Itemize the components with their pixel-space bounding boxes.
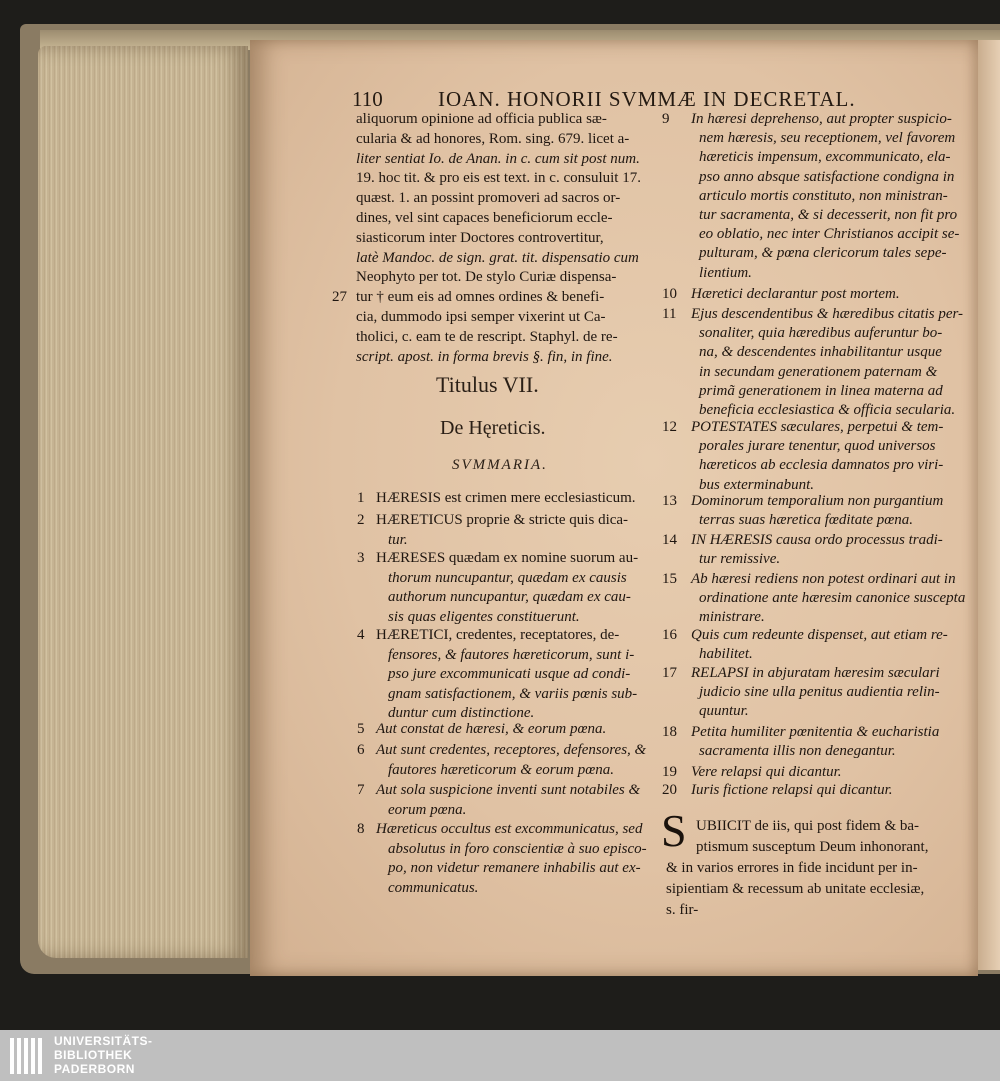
- summary-line: Quis cum redeunte dispenset, aut etiam re-: [691, 627, 948, 643]
- text-line: aliquorum opinione ad officia publica sæ-: [356, 111, 607, 127]
- summary-line: HÆRESES quædam ex nomine suorum au-: [376, 550, 639, 566]
- section-heading: De Hęreticis.: [440, 417, 546, 439]
- text-line: cularia & ad honores, Rom. sing. 679. licet a-: [356, 130, 630, 147]
- summary-line: bus exterminabunt.: [699, 476, 814, 493]
- summary-line: HÆRESIS est crimen mere ecclesiasticum.: [376, 490, 636, 506]
- summary-number: 9: [662, 111, 670, 127]
- summaria-heading: SVMMARIA.: [452, 457, 548, 473]
- library-logo-icon: [8, 1034, 48, 1078]
- summary-line: beneficia ecclesiastica & officia secularia.: [699, 402, 956, 418]
- summary-line: RELAPSI in abjuratam hæresim sæculari: [691, 665, 940, 681]
- summary-line: hæreticis impensum, excommunicato, ela-: [699, 149, 951, 166]
- summary-line: primã generationem in linea materna ad: [699, 382, 943, 399]
- library-name-line1: UNIVERSITÄTS-: [54, 1034, 153, 1048]
- summary-line: sis quas eligentes constituerunt.: [388, 608, 580, 625]
- summary-line: thorum nuncupantur, quædam ex causis: [388, 569, 627, 586]
- text-line: dines, vel sint capaces beneficiorum eccle-: [356, 210, 613, 226]
- text-line: latè Mandoc. de sign. grat. tit. dispensatio cum: [356, 249, 639, 266]
- summary-line: IN HÆRESIS causa ordo processus tradi-: [691, 532, 943, 548]
- text-line: cia, dummodo ipsi semper vixerint ut Ca-: [356, 309, 606, 325]
- summary-line: ordinatione ante hæresim canonice suscepta: [699, 590, 966, 607]
- library-name-line3: PADERBORN: [54, 1062, 135, 1076]
- summary-line: Hæretici declarantur post mortem.: [691, 286, 900, 302]
- summary-line: pso anno absque satisfactione condigna in: [699, 168, 955, 185]
- summary-line: gnam satisfactionem, & variis pœnis sub-: [388, 685, 638, 702]
- titulus-heading: Titulus VII.: [436, 372, 539, 397]
- summary-number: 4: [357, 627, 365, 643]
- summary-number: 5: [357, 721, 365, 737]
- summary-line: in secundam generationem paternam &: [699, 363, 938, 380]
- summary-number: 19: [662, 764, 677, 780]
- summary-line: Dominorum temporalium non purgantium: [691, 493, 944, 509]
- summary-line: tur sacramenta, & si decesserit, non fit pro: [699, 207, 958, 223]
- right-page-strip: [978, 40, 1000, 970]
- summary-line: Ab hæresi rediens non potest ordinari aut in: [691, 571, 956, 587]
- summary-number: 8: [357, 821, 365, 837]
- text-line: quæst. 1. an possint promoveri ad sacros or-: [356, 190, 621, 207]
- summary-line: HÆRETICUS proprie & stricte quis dica-: [376, 512, 629, 528]
- library-name-line2: BIBLIOTHEK: [54, 1048, 133, 1062]
- summary-line: hæreticos ab ecclesia damnatos pro viri-: [699, 457, 944, 474]
- margin-number: 27: [332, 289, 347, 305]
- summary-line: na, & descendentes inhabilitantur usque: [699, 344, 942, 361]
- summary-line: Aut sola suspicione inventi sunt notabiles &: [376, 782, 641, 798]
- body-line: sipientiam & recessum ab unitate ecclesiæ,: [666, 881, 925, 897]
- summary-line: judicio sine ulla penitus audientia relin-: [699, 684, 940, 701]
- summary-line: ministrare.: [699, 609, 765, 626]
- summary-number: 6: [357, 742, 365, 758]
- summary-line: Petita humiliter pœnitentia & eucharistia: [691, 724, 940, 740]
- summary-line: Hæreticus occultus est excommunicatus, sed: [376, 821, 643, 837]
- summary-line: tur remissive.: [699, 551, 781, 568]
- summary-number: 11: [662, 306, 677, 322]
- body-line: & in varios errores in fide incidunt per in-: [666, 860, 918, 876]
- summary-line: quuntur.: [699, 703, 749, 720]
- summary-line: HÆRETICI, credentes, receptatores, de-: [376, 627, 620, 643]
- text-line: tholici, c. eam te de rescript. Staphyl. de re-: [356, 328, 618, 345]
- summary-line: eo oblatio, nec inter Christianos accipit se-: [699, 226, 960, 243]
- summary-line: fensores, & fautores hæreticorum, sunt i-: [388, 646, 635, 663]
- summary-line: Iuris fictione relapsi qui dicantur.: [691, 782, 893, 798]
- summary-number: 18: [662, 724, 677, 740]
- text-line: liter sentiat Io. de Anan. in c. cum sit post num.: [356, 150, 640, 167]
- summary-number: 12: [662, 419, 677, 435]
- summary-number: 14: [662, 532, 677, 548]
- summary-line: Aut constat de hæresi, & eorum pœna.: [376, 721, 607, 737]
- summary-line: pso jure excommunicati usque ad condi-: [388, 666, 631, 682]
- library-name: [54, 1034, 153, 1076]
- text-line: siasticorum inter Doctores controvertitur,: [356, 229, 604, 246]
- text-line: script. apost. in forma brevis §. fin, in fine.: [356, 348, 613, 365]
- summary-line: communicatus.: [388, 879, 479, 896]
- summary-line: articulo mortis constituto, non ministran-: [699, 187, 948, 204]
- summary-line: sacramenta illis non denegantur.: [699, 743, 896, 760]
- summary-line: Aut sunt credentes, receptores, defensores, &: [376, 742, 647, 758]
- summary-line: pulturam, & pœna clericorum tales sepe-: [699, 245, 947, 262]
- summary-number: 2: [357, 512, 365, 528]
- summary-line: terras suas hæretica fœditate pœna.: [699, 512, 914, 529]
- summary-number: 13: [662, 493, 677, 509]
- summary-number: 17: [662, 665, 677, 681]
- summary-line: nem hæresis, seu receptionem, vel favorem: [699, 130, 956, 147]
- text-line: tur † eum eis ad omnes ordines & benefi-: [356, 289, 605, 306]
- summary-line: fautores hæreticorum & eorum pœna.: [388, 761, 614, 778]
- page-number: 110: [352, 87, 383, 111]
- text-line: Neophyto per tot. De stylo Curiæ dispensa-: [356, 269, 617, 286]
- library-footer: [0, 1030, 1000, 1081]
- summary-line: sonaliter, quia hæredibus auferuntur bo-: [699, 325, 943, 342]
- summary-number: 15: [662, 571, 677, 587]
- summary-line: habilitet.: [699, 646, 753, 663]
- summary-line: absolutus in foro conscientiæ à suo episco-: [388, 840, 647, 857]
- summary-number: 7: [357, 782, 365, 798]
- summary-line: eorum pœna.: [388, 801, 467, 818]
- summary-line: Ejus descendentibus & hæredibus citatis per-: [691, 306, 964, 322]
- body-line: s. fir-: [666, 902, 699, 918]
- summary-line: porales jurare tenentur, quod universos: [699, 438, 936, 455]
- summary-line: duntur cum distinctione.: [388, 705, 535, 721]
- summary-line: Vere relapsi qui dicantur.: [691, 764, 842, 780]
- body-line: UBIICIT de iis, qui post fidem & ba-: [696, 818, 920, 834]
- summary-line: po, non videtur remanere inhabilis aut ex-: [388, 860, 641, 876]
- summary-line: POTESTATES sæculares, perpetui & tem-: [691, 419, 944, 435]
- summary-line: lientium.: [699, 264, 752, 281]
- page-block-edge: [38, 46, 248, 958]
- summary-line: authorum nuncupantur, quædam ex cau-: [388, 589, 631, 605]
- text-line: 19. hoc tit. & pro eis est text. in c. consuluit 17.: [356, 170, 641, 187]
- summary-number: 3: [357, 550, 365, 566]
- summary-number: 10: [662, 286, 677, 302]
- body-line: ptismum susceptum Deum inhonorant,: [696, 839, 929, 855]
- summary-number: 20: [662, 782, 677, 798]
- summary-line: tur.: [388, 531, 408, 548]
- summary-line: In hæresi deprehenso, aut propter suspicio-: [691, 111, 952, 127]
- summary-number: 1: [357, 490, 365, 506]
- summary-number: 16: [662, 627, 677, 643]
- drop-cap: S: [661, 805, 687, 856]
- running-title: IOAN. HONORII SVMMÆ IN DECRETAL.: [438, 87, 856, 111]
